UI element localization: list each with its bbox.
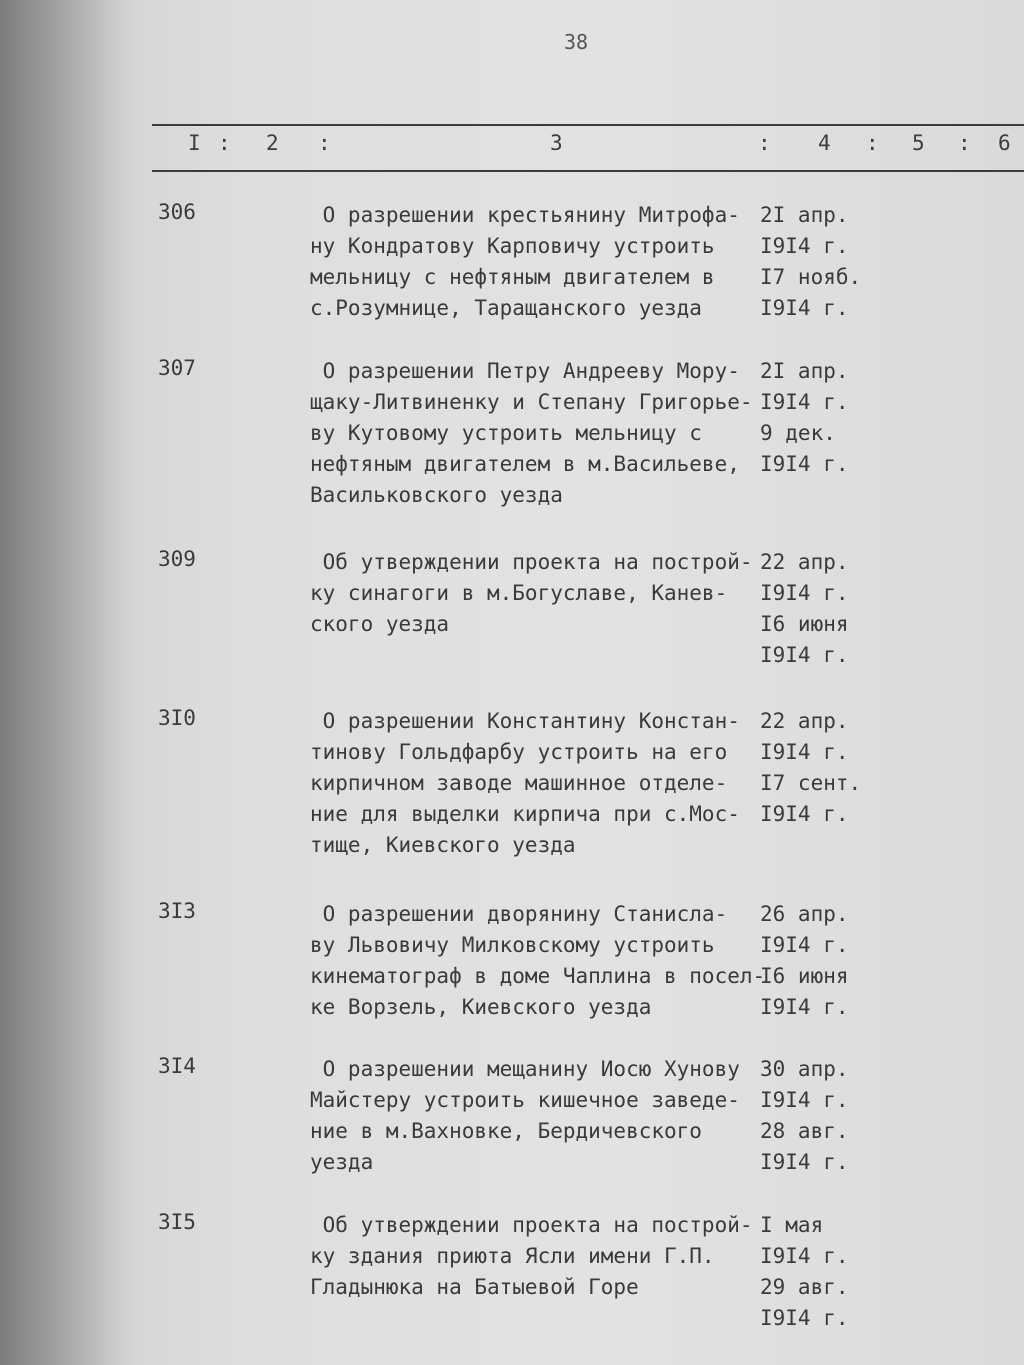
header-col-1: I: [188, 131, 201, 155]
description-line: ву Львовичу Милковскому устроить: [310, 933, 715, 957]
date-line: 29 авг.: [760, 1275, 849, 1299]
description-line: нефтяным двигателем в м.Васильеве,: [310, 452, 740, 476]
header-col-5: 5: [912, 131, 925, 155]
date-line: I9I4 г.: [760, 995, 849, 1019]
date-line: I9I4 г.: [760, 643, 849, 667]
header-separator: :: [758, 131, 771, 155]
date-line: I9I4 г.: [760, 581, 849, 605]
date-line: 28 авг.: [760, 1119, 849, 1143]
header-separator: :: [958, 131, 971, 155]
entry-dates: [760, 899, 890, 1023]
description-line: Об утверждении проекта на построй-: [310, 550, 753, 574]
date-line: I9I4 г.: [760, 1244, 849, 1268]
description-line: ние для выделки кирпича при с.Мос-: [310, 802, 740, 826]
entry-number: 3I3: [158, 899, 196, 923]
date-line: I6 июня: [760, 612, 849, 636]
description-line: ку здания приюта Ясли имени Г.П.: [310, 1244, 715, 1268]
entry-description: [310, 899, 770, 1023]
date-line: I9I4 г.: [760, 802, 849, 826]
date-line: I9I4 г.: [760, 1150, 849, 1174]
description-line: щаку-Литвиненку и Степану Григорье-: [310, 390, 753, 414]
entry-description: [310, 706, 770, 861]
date-line: 22 апр.: [760, 709, 849, 733]
description-line: ну Кондратову Карповичу устроить: [310, 234, 715, 258]
date-line: I6 июня: [760, 964, 849, 988]
date-line: 22 апр.: [760, 550, 849, 574]
header-top-rule: [152, 124, 1024, 126]
description-line: кирпичном заводе машинное отделе-: [310, 771, 728, 795]
book-binding-shadow: [0, 0, 135, 1365]
description-line: Гладынюка на Батыевой Горе: [310, 1275, 639, 1299]
date-line: I9I4 г.: [760, 740, 849, 764]
header-bottom-rule: [152, 170, 1024, 172]
entry-number: 3I4: [158, 1054, 196, 1078]
entry-number: 307: [158, 356, 196, 380]
description-line: Майстеру устроить кишечное заведе-: [310, 1088, 740, 1112]
description-line: тище, Киевского уезда: [310, 833, 576, 857]
description-line: О разрешении Петру Андрееву Мору-: [310, 359, 740, 383]
description-line: ву Кутовому устроить мельницу с: [310, 421, 702, 445]
description-line: ку синагоги в м.Богуславе, Канев-: [310, 581, 728, 605]
date-line: I9I4 г.: [760, 933, 849, 957]
header-separator: :: [318, 131, 331, 155]
entry-dates: [760, 1054, 890, 1178]
description-line: уезда: [310, 1150, 374, 1174]
date-line: I9I4 г.: [760, 234, 849, 258]
entry-description: [310, 1054, 770, 1178]
header-col-6: 6: [998, 131, 1011, 155]
entry-description: [310, 356, 770, 511]
entry-number: 3I5: [158, 1210, 196, 1234]
entry-dates: [760, 1210, 890, 1334]
description-line: кинематограф в доме Чаплина в посел-: [310, 964, 766, 988]
date-line: I9I4 г.: [760, 390, 849, 414]
date-line: 9 дек.: [760, 421, 836, 445]
date-line: I мая: [760, 1213, 824, 1237]
header-col-2: 2: [266, 131, 279, 155]
entry-description: [310, 547, 770, 640]
description-line: О разрешении дворянину Станисла-: [310, 902, 728, 926]
date-line: 2I апр.: [760, 203, 849, 227]
date-line: I9I4 г.: [760, 296, 849, 320]
description-line: ского уезда: [310, 612, 450, 636]
description-line: О разрешении Константину Констан-: [310, 709, 740, 733]
date-line: I7 нояб.: [760, 265, 862, 289]
date-line: I9I4 г.: [760, 1306, 849, 1330]
entry-description: [310, 1210, 770, 1303]
entry-description: [310, 200, 770, 324]
description-line: Васильковского уезда: [310, 483, 563, 507]
header-separator: :: [218, 131, 231, 155]
description-line: О разрешении крестьянину Митрофа-: [310, 203, 740, 227]
entry-dates: [760, 547, 890, 671]
description-line: ние в м.Вахновке, Бердичевского: [310, 1119, 702, 1143]
date-line: I7 сент.: [760, 771, 862, 795]
header-separator: :: [866, 131, 879, 155]
date-line: I9I4 г.: [760, 1088, 849, 1112]
entry-dates: [760, 356, 890, 480]
description-line: мельницу с нефтяным двигателем в: [310, 265, 715, 289]
description-line: ке Ворзель, Киевского уезда: [310, 995, 652, 1019]
date-line: 30 апр.: [760, 1057, 849, 1081]
description-line: О разрешении мещанину Иосю Хунову: [310, 1057, 740, 1081]
description-line: с.Розумнице, Таращанского уезда: [310, 296, 702, 320]
date-line: 26 апр.: [760, 902, 849, 926]
date-line: 2I апр.: [760, 359, 849, 383]
header-col-3: 3: [550, 131, 563, 155]
entry-dates: [760, 200, 890, 324]
entry-dates: [760, 706, 890, 830]
date-line: I9I4 г.: [760, 452, 849, 476]
description-line: тинову Гольдфарбу устроить на его: [310, 740, 728, 764]
entry-number: 306: [158, 200, 196, 224]
page-number: 38: [564, 30, 589, 54]
entry-number: 3I0: [158, 706, 196, 730]
entry-number: 309: [158, 547, 196, 571]
description-line: Об утверждении проекта на построй-: [310, 1213, 753, 1237]
header-col-4: 4: [818, 131, 831, 155]
